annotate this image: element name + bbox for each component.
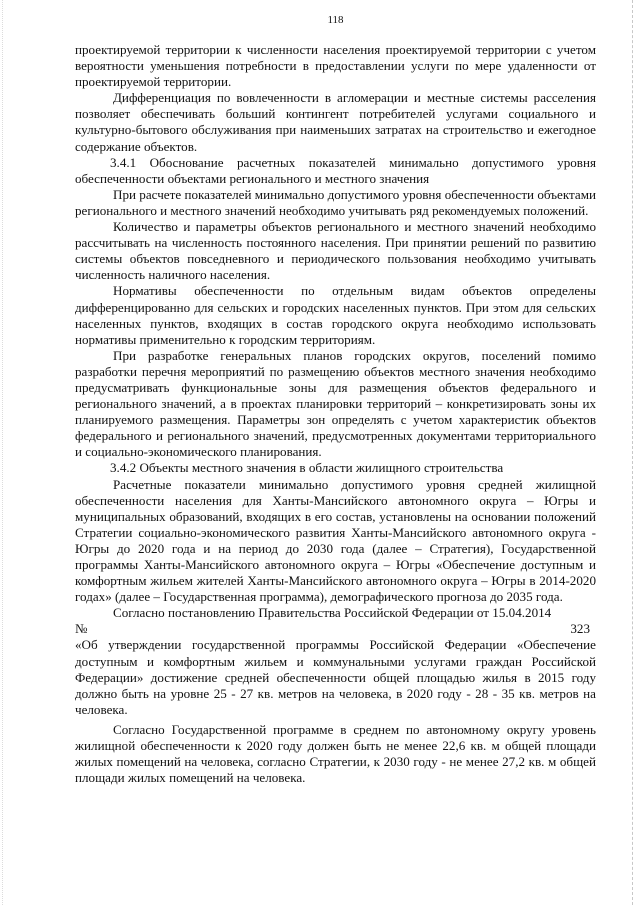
paragraph-continuation: проектируемой территории к численности населения проектируемой территории с учетом вероятности уменьшения потребности в предоставлении услуги по мере удаленности от проектируемой территории.: [75, 42, 596, 90]
paragraph-government-decree-line: Согласно постановлению Правительства Российской Федерации от 15.04.2014: [113, 605, 552, 621]
number-sign: №: [75, 621, 88, 637]
paragraph-calculation-provisions: При расчете показателей минимально допустимого уровня обеспеченности объектами регионального и местного значений необходимо учитывать ряд рекомендуемых положений.: [75, 186, 596, 218]
scan-edge-right: [632, 0, 633, 905]
paragraph-population-count: Количество и параметры объектов регионального и местного значений необходимо рассчитывать на численность постоянного населения. При принятии решений по развитию системы объектов повседневного и периодического пользования необходимо учитывать численность наличного населения.: [75, 219, 596, 283]
paragraph-government-decree: «Об утверждении государственной программы Российской Федерации «Обеспечение доступным и комфортным жильем и коммунальными услугами граждан Российской Федерации» достижение средней обеспеченности общей площадью жилья в 2015 году должно быть на уровне 25 - 27 кв. метров на человека, в 2020 году - 28 - 35 кв. метров на человека.: [75, 637, 596, 717]
section-heading-3-4-1: 3.4.1 Обоснование расчетных показателей минимально допустимого уровня обеспеченности объектами регионального и местного значения: [75, 154, 596, 186]
paragraph-housing-provision: Согласно Государственной программе в среднем по автономному округу уровень жилищной обеспеченности к 2020 году должен быть не менее 22,6 кв. м общей площади жилых помещений на человека, согласно Стратегии, к 2030 году - не менее 27,2 кв. м общей площади жилых помещений на человека.: [75, 721, 596, 786]
paragraph-norms: Нормативы обеспеченности по отдельным видам объектов определены дифференцированно для сельских и городских населенных пунктов. При этом для сельских населенных пунктов, входящих в состав городского округа необходимо использовать нормативы применительно к городским территориям.: [75, 283, 596, 347]
scan-edge-left: [2, 0, 3, 905]
paragraph-differentiation: Дифференциация по вовлеченности в агломерации и местные системы расселения позволяет обеспечивать больший контингент потребителей услугами социального и культурно-бытового обслуживания при наименьших затратах на строительство и ежегодное содержание объектов.: [75, 90, 596, 154]
decree-number: 323: [570, 621, 590, 637]
page-number: 118: [327, 14, 344, 26]
section-heading-3-4-2: 3.4.2 Объекты местного значения в области жилищного строительства: [110, 460, 504, 476]
paragraph-general-plans: При разработке генеральных планов городских округов, поселений помимо разработки перечня мероприятий по размещению объектов местного значения необходимо предусматривать функциональные зоны для размещения объектов федерального и регионального значений, а в проектах планировки территорий – конкретизировать зоны их планируемого размещения. Параметры зон определять с учетом характеристик объектов федерального и регионального значений, предусмотренных документами территориального и социально-экономического планирования.: [75, 347, 596, 460]
decree-number-line: [75, 621, 596, 637]
paragraph-housing-indicators: Расчетные показатели минимально допустимого уровня средней жилищной обеспеченности населения для Ханты-Мансийского автономного округа – Югры и муниципальных образований, входящих в его состав, установлены на основании положений Стратегии социально-экономического развития Ханты-Мансийского автономного округа - Югры до 2020 года и на период до 2030 года (далее – Стратегия), Государственной программы Ханты-Мансийского автономного округа – Югры «Обеспечение доступным и комфортным жильем жителей Ханты-Мансийского автономного округа – Югры в 2014-2020 годах» (далее – Государственная программа), демографического прогноза до 2035 года.: [75, 476, 596, 605]
